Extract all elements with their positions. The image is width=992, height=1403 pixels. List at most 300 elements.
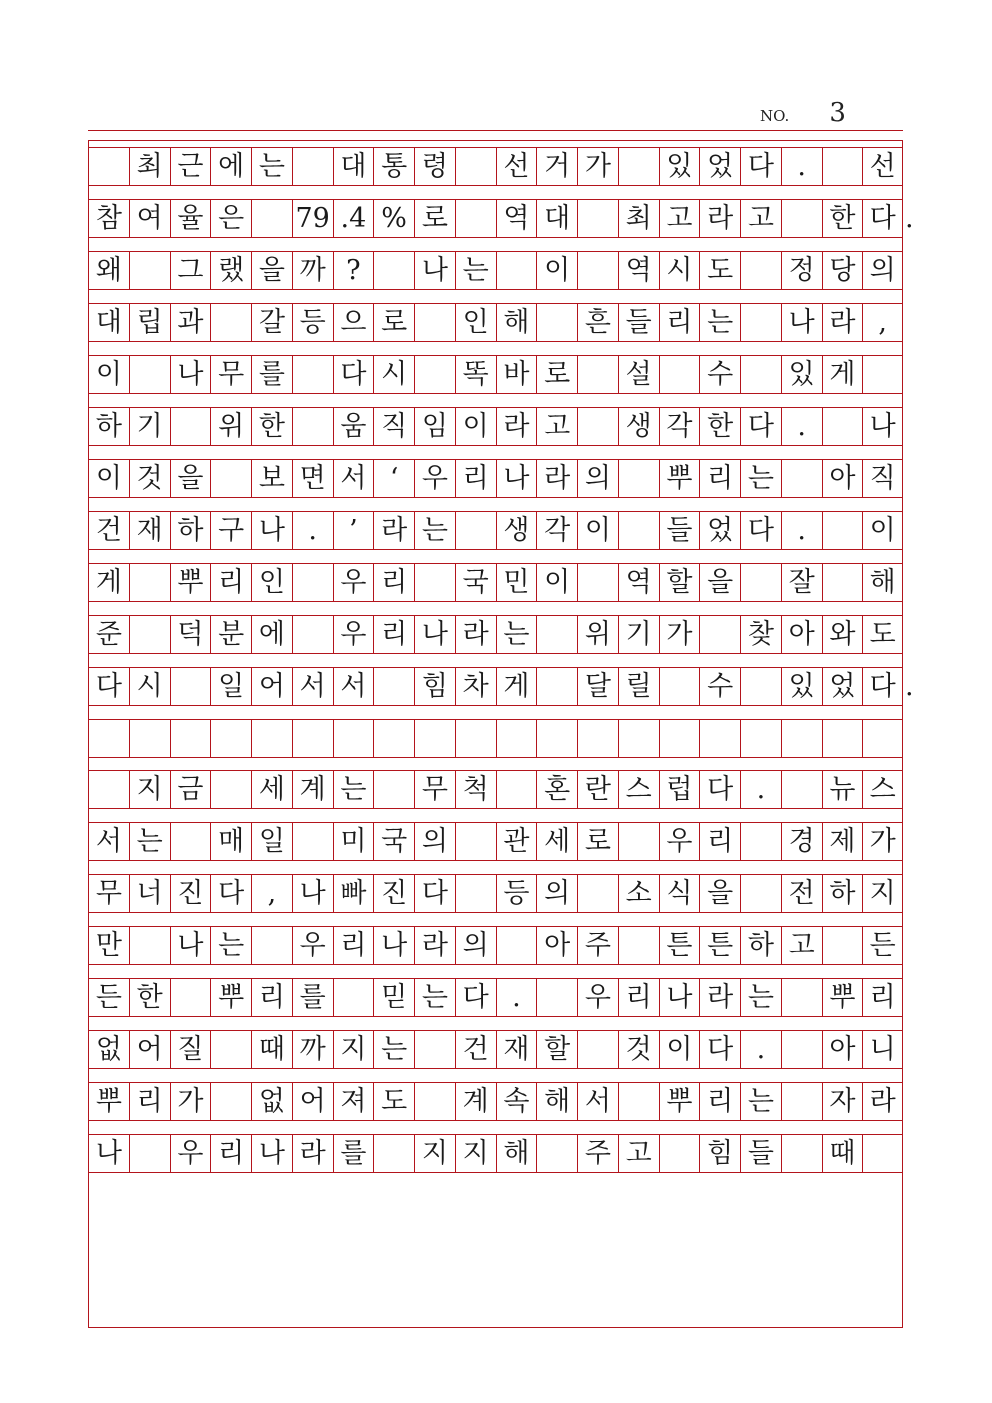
manuscript-cell: 로 bbox=[577, 822, 618, 861]
manuscript-cell: 라 bbox=[862, 1082, 903, 1121]
manuscript-cell bbox=[414, 355, 455, 394]
manuscript-cell: 역 bbox=[496, 199, 537, 238]
manuscript-cell: 지 bbox=[414, 1134, 455, 1173]
manuscript-cell: 는 bbox=[373, 1030, 414, 1069]
manuscript-cell: 한 bbox=[699, 407, 740, 446]
manuscript-cell: 해 bbox=[496, 303, 537, 342]
manuscript-cell: 할 bbox=[536, 1030, 577, 1069]
manuscript-cell bbox=[210, 1030, 251, 1069]
manuscript-cell: 라 bbox=[292, 1134, 333, 1173]
manuscript-cell: 구 bbox=[210, 511, 251, 550]
manuscript-cell: 덕 bbox=[170, 615, 211, 654]
manuscript-cell: 재 bbox=[496, 1030, 537, 1069]
manuscript-cell bbox=[210, 770, 251, 809]
manuscript-cell: 리 bbox=[129, 1082, 170, 1121]
margin-punctuation bbox=[905, 822, 935, 861]
manuscript-cell bbox=[781, 1082, 822, 1121]
manuscript-cell bbox=[577, 199, 618, 238]
manuscript-cell: 도 bbox=[862, 615, 903, 654]
manuscript-cell: 니 bbox=[862, 1030, 903, 1069]
manuscript-cell bbox=[822, 563, 863, 602]
manuscript-cell: 하 bbox=[740, 926, 781, 965]
manuscript-row bbox=[88, 770, 903, 809]
manuscript-row bbox=[88, 874, 903, 913]
manuscript-cell: 는 bbox=[414, 511, 455, 550]
manuscript-cell: 없 bbox=[251, 1082, 292, 1121]
manuscript-cell: , bbox=[251, 874, 292, 913]
manuscript-cell: 튼 bbox=[659, 926, 700, 965]
manuscript-cell: 율 bbox=[170, 199, 211, 238]
manuscript-cell: 다 bbox=[88, 667, 129, 706]
manuscript-cell bbox=[740, 874, 781, 913]
manuscript-cell: 우 bbox=[170, 1134, 211, 1173]
manuscript-cell: 을 bbox=[699, 563, 740, 602]
manuscript-cell bbox=[740, 563, 781, 602]
manuscript-row bbox=[88, 147, 903, 186]
manuscript-cell bbox=[781, 199, 822, 238]
manuscript-cell bbox=[210, 303, 251, 342]
manuscript-cell bbox=[373, 770, 414, 809]
manuscript-cell bbox=[862, 719, 903, 758]
manuscript-cell: 리 bbox=[210, 1134, 251, 1173]
manuscript-cell: 똑 bbox=[455, 355, 496, 394]
manuscript-row bbox=[88, 511, 903, 550]
manuscript-cell bbox=[781, 978, 822, 1017]
manuscript-cell bbox=[618, 719, 659, 758]
manuscript-cell: 리 bbox=[699, 1082, 740, 1121]
manuscript-cell: 어 bbox=[292, 1082, 333, 1121]
manuscript-cell bbox=[251, 719, 292, 758]
manuscript-cell: 까 bbox=[292, 251, 333, 290]
manuscript-cell: 우 bbox=[414, 459, 455, 498]
margin-punctuation bbox=[905, 511, 935, 550]
manuscript-cell: 서 bbox=[577, 1082, 618, 1121]
manuscript-cell bbox=[577, 407, 618, 446]
manuscript-cell bbox=[577, 874, 618, 913]
manuscript-cell: 들 bbox=[618, 303, 659, 342]
manuscript-cell bbox=[251, 926, 292, 965]
manuscript-cell: 리 bbox=[659, 303, 700, 342]
manuscript-cell bbox=[129, 563, 170, 602]
manuscript-cell: 혼 bbox=[536, 770, 577, 809]
manuscript-cell: 국 bbox=[373, 822, 414, 861]
manuscript-cell: 나 bbox=[659, 978, 700, 1017]
manuscript-cell: 는 bbox=[740, 1082, 781, 1121]
manuscript-cell: 리 bbox=[333, 926, 374, 965]
manuscript-cell: 근 bbox=[170, 147, 211, 186]
manuscript-cell: 리 bbox=[618, 978, 659, 1017]
manuscript-cell: 보 bbox=[251, 459, 292, 498]
manuscript-cell: 뿌 bbox=[88, 1082, 129, 1121]
manuscript-cell: 분 bbox=[210, 615, 251, 654]
manuscript-row bbox=[88, 667, 903, 706]
manuscript-cell: 무 bbox=[414, 770, 455, 809]
manuscript-cell: 서 bbox=[333, 459, 374, 498]
manuscript-cell: 다 bbox=[699, 1030, 740, 1069]
manuscript-cell: 우 bbox=[292, 926, 333, 965]
manuscript-cell bbox=[536, 667, 577, 706]
manuscript-cell: 랬 bbox=[210, 251, 251, 290]
manuscript-cell: 인 bbox=[455, 303, 496, 342]
manuscript-cell: 다 bbox=[740, 407, 781, 446]
manuscript-cell: 나 bbox=[414, 251, 455, 290]
manuscript-cell: 고 bbox=[740, 199, 781, 238]
manuscript-cell: 각 bbox=[659, 407, 700, 446]
manuscript-cell: 나 bbox=[781, 303, 822, 342]
manuscript-cell: 미 bbox=[333, 822, 374, 861]
manuscript-cell: 을 bbox=[699, 874, 740, 913]
manuscript-cell: 리 bbox=[373, 563, 414, 602]
manuscript-cell: 한 bbox=[129, 978, 170, 1017]
manuscript-cell: 었 bbox=[699, 147, 740, 186]
manuscript-cell: 관 bbox=[496, 822, 537, 861]
manuscript-cell bbox=[577, 355, 618, 394]
manuscript-cell bbox=[129, 926, 170, 965]
manuscript-cell bbox=[577, 563, 618, 602]
manuscript-cell: 민 bbox=[496, 563, 537, 602]
manuscript-cell: 기 bbox=[618, 615, 659, 654]
manuscript-row bbox=[88, 407, 903, 446]
manuscript-cell: 흔 bbox=[577, 303, 618, 342]
manuscript-cell: 어 bbox=[129, 1030, 170, 1069]
manuscript-cell bbox=[496, 251, 537, 290]
manuscript-cell: 져 bbox=[333, 1082, 374, 1121]
manuscript-cell: 과 bbox=[170, 303, 211, 342]
manuscript-cell: 대 bbox=[536, 199, 577, 238]
manuscript-cell bbox=[373, 667, 414, 706]
manuscript-cell: 이 bbox=[88, 355, 129, 394]
manuscript-row bbox=[88, 563, 903, 602]
manuscript-cell bbox=[822, 147, 863, 186]
manuscript-cell: 수 bbox=[699, 667, 740, 706]
manuscript-cell: 는 bbox=[333, 770, 374, 809]
manuscript-cell: 대 bbox=[88, 303, 129, 342]
margin-punctuation: . bbox=[905, 671, 914, 702]
manuscript-cell: 국 bbox=[455, 563, 496, 602]
manuscript-cell: 가 bbox=[577, 147, 618, 186]
manuscript-cell: 하 bbox=[170, 511, 211, 550]
manuscript-cell: 힘 bbox=[414, 667, 455, 706]
manuscript-cell: 든 bbox=[862, 926, 903, 965]
manuscript-cell: 기 bbox=[129, 407, 170, 446]
manuscript-cell: 지 bbox=[862, 874, 903, 913]
manuscript-cell: 는 bbox=[210, 926, 251, 965]
manuscript-cell bbox=[414, 719, 455, 758]
manuscript-cell bbox=[455, 199, 496, 238]
margin-punctuation bbox=[905, 1134, 935, 1173]
manuscript-cell bbox=[373, 719, 414, 758]
page-number-value: 3 bbox=[829, 98, 846, 128]
manuscript-cell bbox=[618, 147, 659, 186]
manuscript-cell bbox=[496, 926, 537, 965]
manuscript-cell bbox=[210, 1082, 251, 1121]
manuscript-row bbox=[88, 459, 903, 498]
manuscript-cell: 는 bbox=[414, 978, 455, 1017]
manuscript-cell: 위 bbox=[210, 407, 251, 446]
manuscript-cell: 해 bbox=[496, 1134, 537, 1173]
manuscript-cell: 전 bbox=[781, 874, 822, 913]
manuscript-cell: 있 bbox=[659, 147, 700, 186]
manuscript-cell: 이 bbox=[455, 407, 496, 446]
manuscript-row bbox=[88, 355, 903, 394]
manuscript-cell: 라 bbox=[822, 303, 863, 342]
manuscript-cell: 소 bbox=[618, 874, 659, 913]
manuscript-cell: 아 bbox=[822, 1030, 863, 1069]
manuscript-cell: 지 bbox=[333, 1030, 374, 1069]
manuscript-cell: 차 bbox=[455, 667, 496, 706]
manuscript-cell: 최 bbox=[618, 199, 659, 238]
manuscript-cell bbox=[292, 719, 333, 758]
manuscript-cell: 서 bbox=[292, 667, 333, 706]
manuscript-cell bbox=[496, 719, 537, 758]
manuscript-cell: 금 bbox=[170, 770, 211, 809]
manuscript-cell: 는 bbox=[251, 147, 292, 186]
manuscript-cell: 로 bbox=[536, 355, 577, 394]
manuscript-cell: 할 bbox=[659, 563, 700, 602]
manuscript-cell: 을 bbox=[170, 459, 211, 498]
manuscript-cell: 서 bbox=[333, 667, 374, 706]
manuscript-cell: 건 bbox=[455, 1030, 496, 1069]
manuscript-cell bbox=[618, 822, 659, 861]
manuscript-cell: 이 bbox=[659, 1030, 700, 1069]
manuscript-row bbox=[88, 978, 903, 1017]
manuscript-cell bbox=[618, 926, 659, 965]
manuscript-cell: ’ bbox=[333, 511, 374, 550]
manuscript-cell bbox=[577, 251, 618, 290]
manuscript-cell bbox=[170, 822, 211, 861]
manuscript-cell: 라 bbox=[496, 407, 537, 446]
manuscript-cell: 었 bbox=[699, 511, 740, 550]
manuscript-cell: 다 bbox=[740, 511, 781, 550]
manuscript-cell bbox=[699, 615, 740, 654]
manuscript-cell: 서 bbox=[88, 822, 129, 861]
manuscript-cell: 가 bbox=[862, 822, 903, 861]
manuscript-cell: 직 bbox=[373, 407, 414, 446]
manuscript-cell: 뿌 bbox=[659, 1082, 700, 1121]
manuscript-row bbox=[88, 1030, 903, 1069]
manuscript-cell: 리 bbox=[455, 459, 496, 498]
manuscript-cell: 지 bbox=[455, 1134, 496, 1173]
manuscript-cell: 만 bbox=[88, 926, 129, 965]
manuscript-cell: 으 bbox=[333, 303, 374, 342]
manuscript-cell: 게 bbox=[88, 563, 129, 602]
manuscript-cell: 는 bbox=[740, 459, 781, 498]
manuscript-cell: 를 bbox=[251, 355, 292, 394]
manuscript-cell: 있 bbox=[781, 355, 822, 394]
manuscript-cell bbox=[536, 719, 577, 758]
manuscript-cell bbox=[88, 719, 129, 758]
manuscript-cell: 왜 bbox=[88, 251, 129, 290]
manuscript-cell bbox=[292, 563, 333, 602]
margin-punctuation bbox=[905, 1030, 935, 1069]
manuscript-cell: 다 bbox=[862, 199, 903, 238]
manuscript-cell: 라 bbox=[536, 459, 577, 498]
manuscript-cell: 너 bbox=[129, 874, 170, 913]
manuscript-cell: 아 bbox=[781, 615, 822, 654]
manuscript-cell: 그 bbox=[170, 251, 211, 290]
manuscript-cell bbox=[414, 303, 455, 342]
manuscript-cell: 을 bbox=[251, 251, 292, 290]
manuscript-cell: 의 bbox=[577, 459, 618, 498]
manuscript-row bbox=[88, 199, 903, 238]
manuscript-cell: 의 bbox=[862, 251, 903, 290]
manuscript-cell: ? bbox=[333, 251, 374, 290]
manuscript-cell: 지 bbox=[129, 770, 170, 809]
manuscript-cell: 리 bbox=[251, 978, 292, 1017]
manuscript-cell: 고 bbox=[781, 926, 822, 965]
manuscript-cell bbox=[414, 1082, 455, 1121]
manuscript-cell: 는 bbox=[740, 978, 781, 1017]
manuscript-cell: 나 bbox=[373, 926, 414, 965]
manuscript-cell: 리 bbox=[373, 615, 414, 654]
manuscript-cell bbox=[129, 355, 170, 394]
manuscript-cell bbox=[88, 147, 129, 186]
manuscript-cell bbox=[781, 719, 822, 758]
manuscript-cell: 가 bbox=[659, 615, 700, 654]
manuscript-cell: 나 bbox=[292, 874, 333, 913]
manuscript-cell bbox=[618, 459, 659, 498]
manuscript-cell: % bbox=[373, 199, 414, 238]
manuscript-cell bbox=[822, 511, 863, 550]
manuscript-cell: . bbox=[740, 1030, 781, 1069]
manuscript-cell bbox=[170, 407, 211, 446]
manuscript-cell: 들 bbox=[659, 511, 700, 550]
manuscript-cell: 라 bbox=[699, 199, 740, 238]
manuscript-cell: . bbox=[740, 770, 781, 809]
manuscript-cell: 의 bbox=[536, 874, 577, 913]
manuscript-cell bbox=[740, 719, 781, 758]
manuscript-cell: 립 bbox=[129, 303, 170, 342]
margin-punctuation bbox=[905, 926, 935, 965]
manuscript-cell: 하 bbox=[822, 874, 863, 913]
manuscript-cell: 잘 bbox=[781, 563, 822, 602]
manuscript-cell: 령 bbox=[414, 147, 455, 186]
manuscript-cell bbox=[129, 251, 170, 290]
manuscript-cell: 고 bbox=[659, 199, 700, 238]
manuscript-cell: 는 bbox=[455, 251, 496, 290]
manuscript-cell: 면 bbox=[292, 459, 333, 498]
manuscript-cell bbox=[251, 199, 292, 238]
manuscript-cell: 의 bbox=[414, 822, 455, 861]
manuscript-cell: 다 bbox=[333, 355, 374, 394]
manuscript-row bbox=[88, 719, 903, 758]
manuscript-cell: 다 bbox=[455, 978, 496, 1017]
manuscript-cell: 라 bbox=[373, 511, 414, 550]
manuscript-cell: 생 bbox=[496, 511, 537, 550]
manuscript-cell: 아 bbox=[536, 926, 577, 965]
manuscript-cell: 이 bbox=[536, 251, 577, 290]
manuscript-cell: 나 bbox=[496, 459, 537, 498]
manuscript-cell: 뿌 bbox=[822, 978, 863, 1017]
manuscript-cell: 는 bbox=[129, 822, 170, 861]
manuscript-cell: 우 bbox=[333, 615, 374, 654]
manuscript-cell: 나 bbox=[170, 355, 211, 394]
manuscript-cell bbox=[414, 1030, 455, 1069]
manuscript-cell: . bbox=[781, 407, 822, 446]
manuscript-cell: 고 bbox=[618, 1134, 659, 1173]
manuscript-cell bbox=[333, 978, 374, 1017]
manuscript-cell bbox=[536, 1134, 577, 1173]
manuscript-cell bbox=[88, 770, 129, 809]
manuscript-cell: . bbox=[292, 511, 333, 550]
manuscript-cell: 뿌 bbox=[659, 459, 700, 498]
manuscript-cell bbox=[822, 719, 863, 758]
manuscript-cell: 한 bbox=[251, 407, 292, 446]
manuscript-cell: 정 bbox=[781, 251, 822, 290]
manuscript-cell bbox=[781, 459, 822, 498]
manuscript-cell: 계 bbox=[292, 770, 333, 809]
manuscript-cell: 라 bbox=[455, 615, 496, 654]
manuscript-cell: 생 bbox=[618, 407, 659, 446]
margin-punctuation bbox=[905, 303, 935, 342]
manuscript-cell bbox=[659, 1134, 700, 1173]
manuscript-cell: . bbox=[781, 511, 822, 550]
manuscript-cell: 것 bbox=[129, 459, 170, 498]
manuscript-cell: 를 bbox=[292, 978, 333, 1017]
manuscript-cell: 스 bbox=[618, 770, 659, 809]
margin-punctuation bbox=[905, 1082, 935, 1121]
manuscript-cell: 선 bbox=[496, 147, 537, 186]
margin-punctuation bbox=[905, 459, 935, 498]
manuscript-cell: 있 bbox=[781, 667, 822, 706]
manuscript-cell: 매 bbox=[210, 822, 251, 861]
header-rule bbox=[88, 130, 903, 131]
manuscript-cell: 대 bbox=[333, 147, 374, 186]
manuscript-cell: 힘 bbox=[699, 1134, 740, 1173]
margin-punctuation bbox=[905, 407, 935, 446]
manuscript-cell: 우 bbox=[577, 978, 618, 1017]
manuscript-row bbox=[88, 303, 903, 342]
manuscript-cell: 준 bbox=[88, 615, 129, 654]
manuscript-cell bbox=[129, 719, 170, 758]
manuscript-cell bbox=[659, 719, 700, 758]
manuscript-cell bbox=[699, 719, 740, 758]
manuscript-cell bbox=[822, 407, 863, 446]
manuscript-cell: 당 bbox=[822, 251, 863, 290]
manuscript-cell: 거 bbox=[536, 147, 577, 186]
manuscript-cell: ‘ bbox=[373, 459, 414, 498]
manuscript-row bbox=[88, 926, 903, 965]
manuscript-cell: 로 bbox=[373, 303, 414, 342]
margin-punctuation bbox=[905, 147, 935, 186]
manuscript-cell: 튼 bbox=[699, 926, 740, 965]
manuscript-cell bbox=[862, 1134, 903, 1173]
manuscript-cell: 참 bbox=[88, 199, 129, 238]
manuscript-row bbox=[88, 822, 903, 861]
manuscript-cell: 리 bbox=[862, 978, 903, 1017]
manuscript-cell: 식 bbox=[659, 874, 700, 913]
manuscript-cell: 때 bbox=[822, 1134, 863, 1173]
manuscript-cell: 이 bbox=[577, 511, 618, 550]
manuscript-cell: 의 bbox=[455, 926, 496, 965]
manuscript-cell: 럽 bbox=[659, 770, 700, 809]
manuscript-cell: 와 bbox=[822, 615, 863, 654]
page-number-label: NO. bbox=[760, 107, 790, 125]
manuscript-cell: 다 bbox=[210, 874, 251, 913]
manuscript-cell: . bbox=[781, 147, 822, 186]
manuscript-cell: 로 bbox=[414, 199, 455, 238]
manuscript-cell: 까 bbox=[292, 1030, 333, 1069]
manuscript-cell: , bbox=[862, 303, 903, 342]
manuscript-cell: 등 bbox=[292, 303, 333, 342]
margin-punctuation bbox=[905, 251, 935, 290]
margin-punctuation bbox=[905, 563, 935, 602]
margin-punctuation bbox=[905, 355, 935, 394]
manuscript-cell bbox=[659, 355, 700, 394]
manuscript-cell: 세 bbox=[536, 822, 577, 861]
manuscript-cell: 이 bbox=[862, 511, 903, 550]
manuscript-cell: 갈 bbox=[251, 303, 292, 342]
